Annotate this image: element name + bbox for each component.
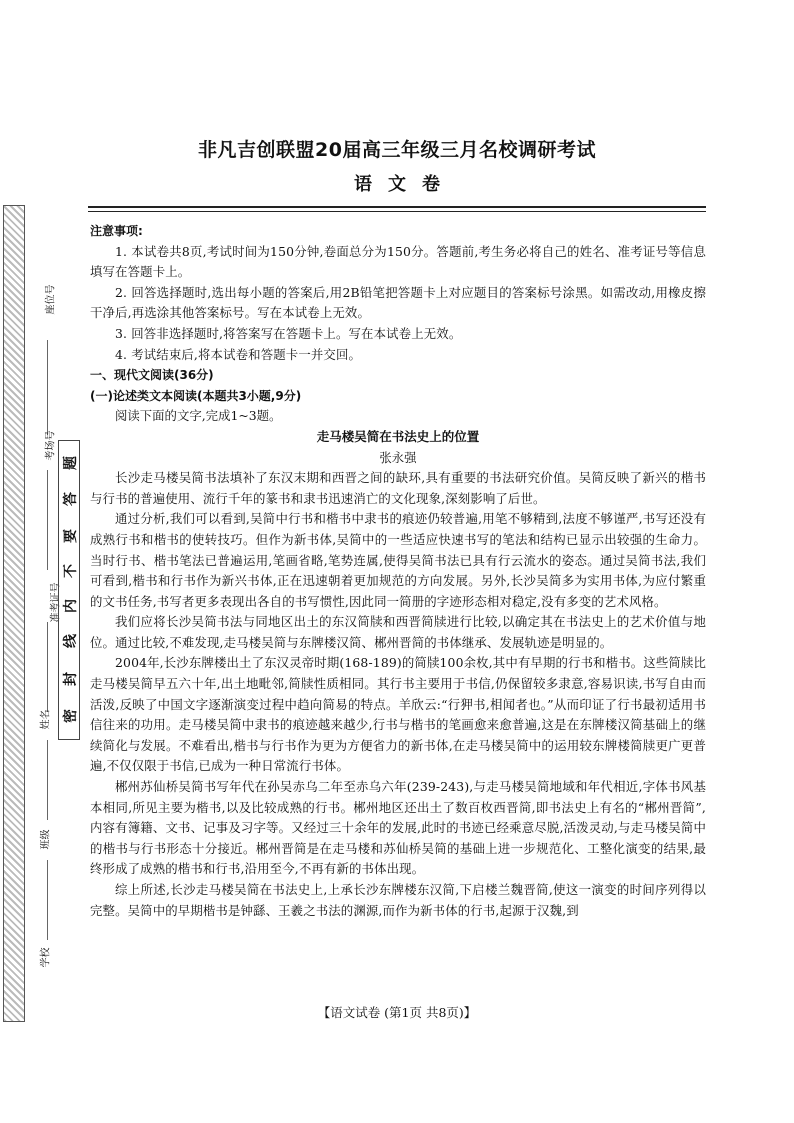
seal-char: 内 (63, 599, 79, 613)
header-rule-thin (88, 211, 706, 212)
notice-item: 1. 本试卷共8页,考试时间为150分钟,卷面总分为150分。答题前,考生务必将自己的姓名、准考证号等信息填写在答题卡上。 (90, 243, 706, 280)
article-paragraph: 通过分析,我们可以看到,吴简中行书和楷书中隶书的痕迹仍较普遍,用笔不够精到,法度不够谨严,书写还没有成熟行书和楷书的使转技巧。但作为新书体,吴简中的一些适应快速书写的笔法和结构已显示出较强的生命力。当时行书、楷书笔法已普遍运用,笔画省略,笔势连属,使得吴简书法已具有行云流水的姿态。通过吴简书法,我们可看到,楷书和行书作为新兴书体,正在迅速朝着更加规范的方向发展。另外,长沙吴简多为实用书体,为应付繁重的文书任务,书写者更多表现出各自的书写惯性,因此同一简册的字迹形态相对稳定,没有多变的艺术风格。 (90, 511, 706, 609)
page-footer: 【语文试卷 (第1页 共8页)】 (317, 1005, 477, 1020)
side-label-name: 姓名 (40, 709, 52, 730)
header-rule-thick (88, 206, 706, 208)
side-label-room: 考场号 (45, 430, 57, 461)
article-paragraph: 综上所述,长沙走马楼吴简在书法史上,上承长沙东牌楼东汉简,下启楼兰魏晋简,使这一演变的时间序列得以完整。吴简中的早期楷书是钟繇、王羲之书法的渊源,而作为新书体的行书,起源于汉魏,到 (90, 882, 706, 918)
side-line (47, 740, 48, 820)
seal-char: 密 (63, 709, 79, 723)
notice-item: 4. 考试结束后,将本试卷和答题卡一并交回。 (115, 346, 362, 362)
side-line (47, 340, 48, 435)
side-line (47, 860, 48, 940)
exam-subtitle: 语文卷 (354, 174, 456, 195)
side-label-ticket: 准考证号 (50, 582, 62, 623)
notice-heading: 注意事项: (90, 224, 143, 238)
exam-title: 非凡吉创联盟20届高三年级三月名校调研考试 (198, 139, 596, 161)
seal-char: 不 (63, 564, 79, 578)
seal-char: 答 (63, 492, 79, 506)
binding-strip (3, 205, 25, 1022)
article-paragraph: 郴州苏仙桥吴简书写年代在孙吴赤乌二年至赤乌六年(239-243),与走马楼吴简地域和年代相近,字体书风基本相同,所见主要为楷书,以及比较成熟的行书。郴州地区还出土了数百枚西晋简,即书法史上有名的“郴州晋简”,内容有簿籍、文书、记事及习字等。又经过三十余年的发展,此时的书迹已经乘意尽脱,活泼灵动,与走马楼吴简中的楷书与行书形态十分接近。郴州晋简是在走马楼和苏仙桥吴简的基础上进一步规范化、工整化演变的结果,最终形成了成熟的楷书和行书,沿用至今,不再有新的书体出现。 (90, 779, 706, 877)
notice-item: 2. 回答选择题时,选出每小题的答案后,用2B铅笔把答题卡上对应题目的答案标号涂黑。如需改动,用橡皮擦干净后,再选涂其他答案标号。写在本试卷上无效。 (90, 284, 706, 321)
side-label-seat: 座位号 (45, 284, 57, 315)
side-label-school: 学校 (40, 947, 52, 968)
section-subheading: (一)论述类文本阅读(本题共3小题,9分) (90, 388, 302, 403)
article-author: 张永强 (379, 449, 417, 465)
side-label-class: 班级 (40, 829, 52, 850)
section-instruction: 阅读下面的文字,完成1~3题。 (115, 408, 282, 424)
seal-char: 封 (63, 672, 79, 686)
side-line (47, 622, 48, 712)
notice-item: 3. 回答非选择题时,将答案写在答题卡上。写在本试卷上无效。 (115, 325, 462, 341)
section-heading: 一、现代文阅读(36分) (90, 368, 214, 383)
side-line (47, 470, 48, 570)
page-content (90, 221, 706, 921)
article-paragraph: 长沙走马楼吴简书法填补了东汉末期和西晋之间的缺环,具有重要的书法研究价值。吴简反映了新兴的楷书与行书的普遍使用、流行千年的篆书和隶书迅速消亡的文化现象,深刻影响了后世。 (90, 470, 706, 506)
seal-line-box (58, 440, 80, 740)
article-paragraph: 2004年,长沙东牌楼出土了东汉灵帝时期(168-189)的简牍100余枚,其中有早期的行书和楷书。这些简牍比走马楼吴简早五六十年,出土地毗邻,简牍性质相同。其行书主要用于书信,仍保留较多隶意,容易识读,书写自由而活泼,反映了中国文字逐渐演变过程中趋向简易的特点。羊欣云:“行狎书,相闻者也。”从而印证了行书最初适用书信往来的功用。走马楼吴简中隶书的痕迹越来越少,行书与楷书的笔画愈来愈普遍,这是在东牌楼汉简基础上的继续简化与发展。不难看出,楷书与行书作为更为方便省力的新书体,在走马楼吴简中的运用较东牌楼简牍更广更普遍,不仅仅限于书信,已成为一种日常流行书体。 (90, 655, 706, 774)
article-paragraph: 我们应将长沙吴简书法与同地区出土的东汉简牍和西晋简牍进行比较,以确定其在书法史上的艺术价值与地位。通过比较,不难发现,走马楼吴简与东牌楼汉简、郴州晋简的书体继承、发展轨迹是明显的。 (90, 614, 706, 650)
seal-char: 线 (63, 634, 79, 648)
seal-char: 题 (63, 456, 79, 470)
article-title: 走马楼吴简在书法史上的位置 (316, 428, 480, 444)
seal-char: 要 (63, 529, 79, 543)
